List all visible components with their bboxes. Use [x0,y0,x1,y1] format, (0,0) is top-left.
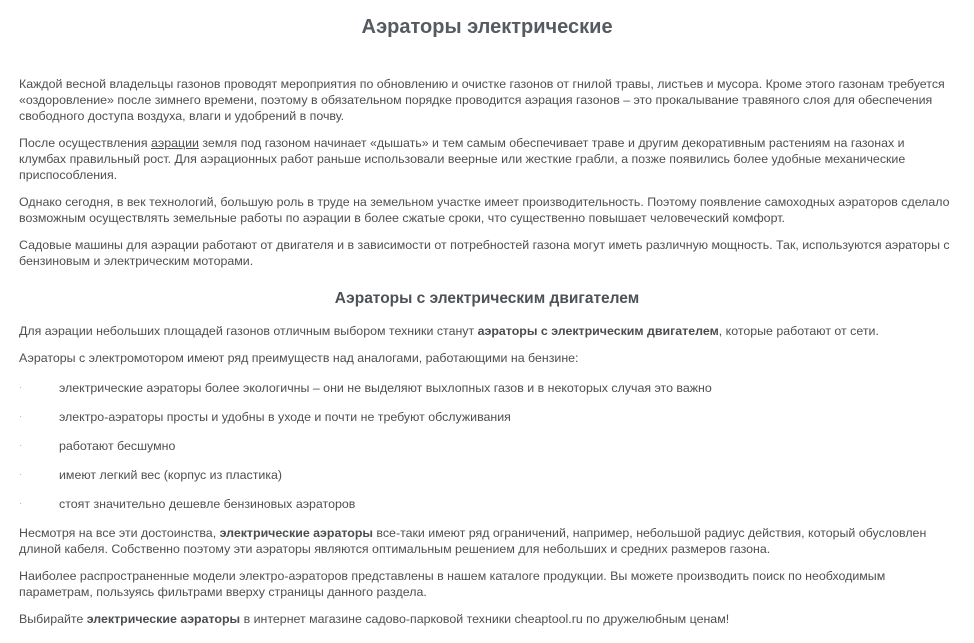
paragraph-text: все-таки имеют ряд ограничений, например, небольшой радиус действия, который обусловлен длиной кабеля. Собственно поэтому эти аэраторы являются оптимальным решением для небольших и средних размеров газона. [19,526,927,556]
bullet-icon: · [19,382,23,393]
section-paragraph-3 [19,525,955,557]
list-item-text: стоят значительно дешевле бензиновых аэраторов [59,497,356,511]
bullet-icon: · [19,498,23,509]
section-paragraph-5 [19,611,955,627]
section-paragraph-1 [19,323,955,339]
paragraph-text: Для аэрации небольших площадей газонов отличным выбором техники станут [19,324,478,338]
list-item [19,438,955,454]
intro-paragraph-1: Каждой весной владельцы газонов проводят мероприятия по обновлению и очистке газонов от гнилой травы, листьев и мусора. Кроме этого газонам требуется «оздоровление» после зимнего времени, поэтому в обязательном порядке проводится аэрация газонов – это прокалывание травяного слоя для обеспечения свободного доступа воздуха, влаги и удобрений в почву. [19,77,945,123]
list-item-text: электрические аэраторы более экологичны – они не выделяют выхлопных газов и в некоторых случая это важно [59,381,712,395]
list-item-text: электро-аэраторы просты и удобны в уходе и почти не требуют обслуживания [59,410,511,424]
list-item-text: работают бесшумно [59,439,176,453]
paragraph-text: После осуществления [19,136,151,150]
list-item [19,467,955,483]
bullet-icon: · [19,469,23,480]
advantages-list [19,380,955,512]
paragraph-text: Выбирайте [19,612,87,626]
intro-paragraph-2 [19,135,955,183]
paragraph-text: , которые работают от сети. [718,324,879,338]
bold-phrase: электрические аэраторы [86,612,241,626]
paragraph-text: в интернет магазине садово-парковой техники cheaptool.ru по дружелюбным ценам! [240,612,730,626]
list-item-text: имеют легкий вес (корпус из пластика) [59,468,283,482]
bold-phrase: электрические аэраторы [219,526,373,540]
section-paragraph-4: Наиболее распространенные модели электро-аэраторов представлены в нашем каталоге продукции. Вы можете производить поиск по необходимым параметрам, пользуясь фильтрами вверху страницы данного раздела. [19,569,886,599]
bullet-icon: · [19,411,23,422]
intro-paragraph-3: Однако сегодня, в век технологий, большую роль в труде на земельном участке имеет производительность. Поэтому появление самоходных аэраторов сделало возможным осуществлять земельные работы по аэрации в более сжатые сроки, что существенно повышает человеческий комфорт. [19,195,950,225]
page-title: Аэраторы электрические [361,16,613,38]
paragraph-text: Несмотря на все эти достоинства, [19,526,220,540]
bullet-icon: · [19,440,23,451]
list-item [19,409,955,425]
paragraph-text: земля под газоном начинает «дышать» и тем самым обеспечивает траве и другим декоративным растениям на газонах и клумбах правильный рост. Для аэрационных работ раньше использовали веерные или жесткие грабли, а позже появились более удобные механические приспособления. [19,136,906,182]
bold-phrase: аэраторы с электрическим двигателем [477,324,719,338]
section-title: Аэраторы с электрическим двигателем [334,290,640,307]
section-paragraph-2: Аэраторы с электромотором имеют ряд преимуществ над аналогами, работающими на бензине: [19,351,579,365]
list-item [19,496,955,512]
intro-paragraph-4: Садовые машины для аэрации работают от двигателя и в зависимости от потребностей газона могут иметь различную мощность. Так, используются аэраторы с бензиновым и электрическим моторами. [19,238,950,268]
aeration-link[interactable]: аэрации [151,136,199,150]
list-item [19,380,955,396]
